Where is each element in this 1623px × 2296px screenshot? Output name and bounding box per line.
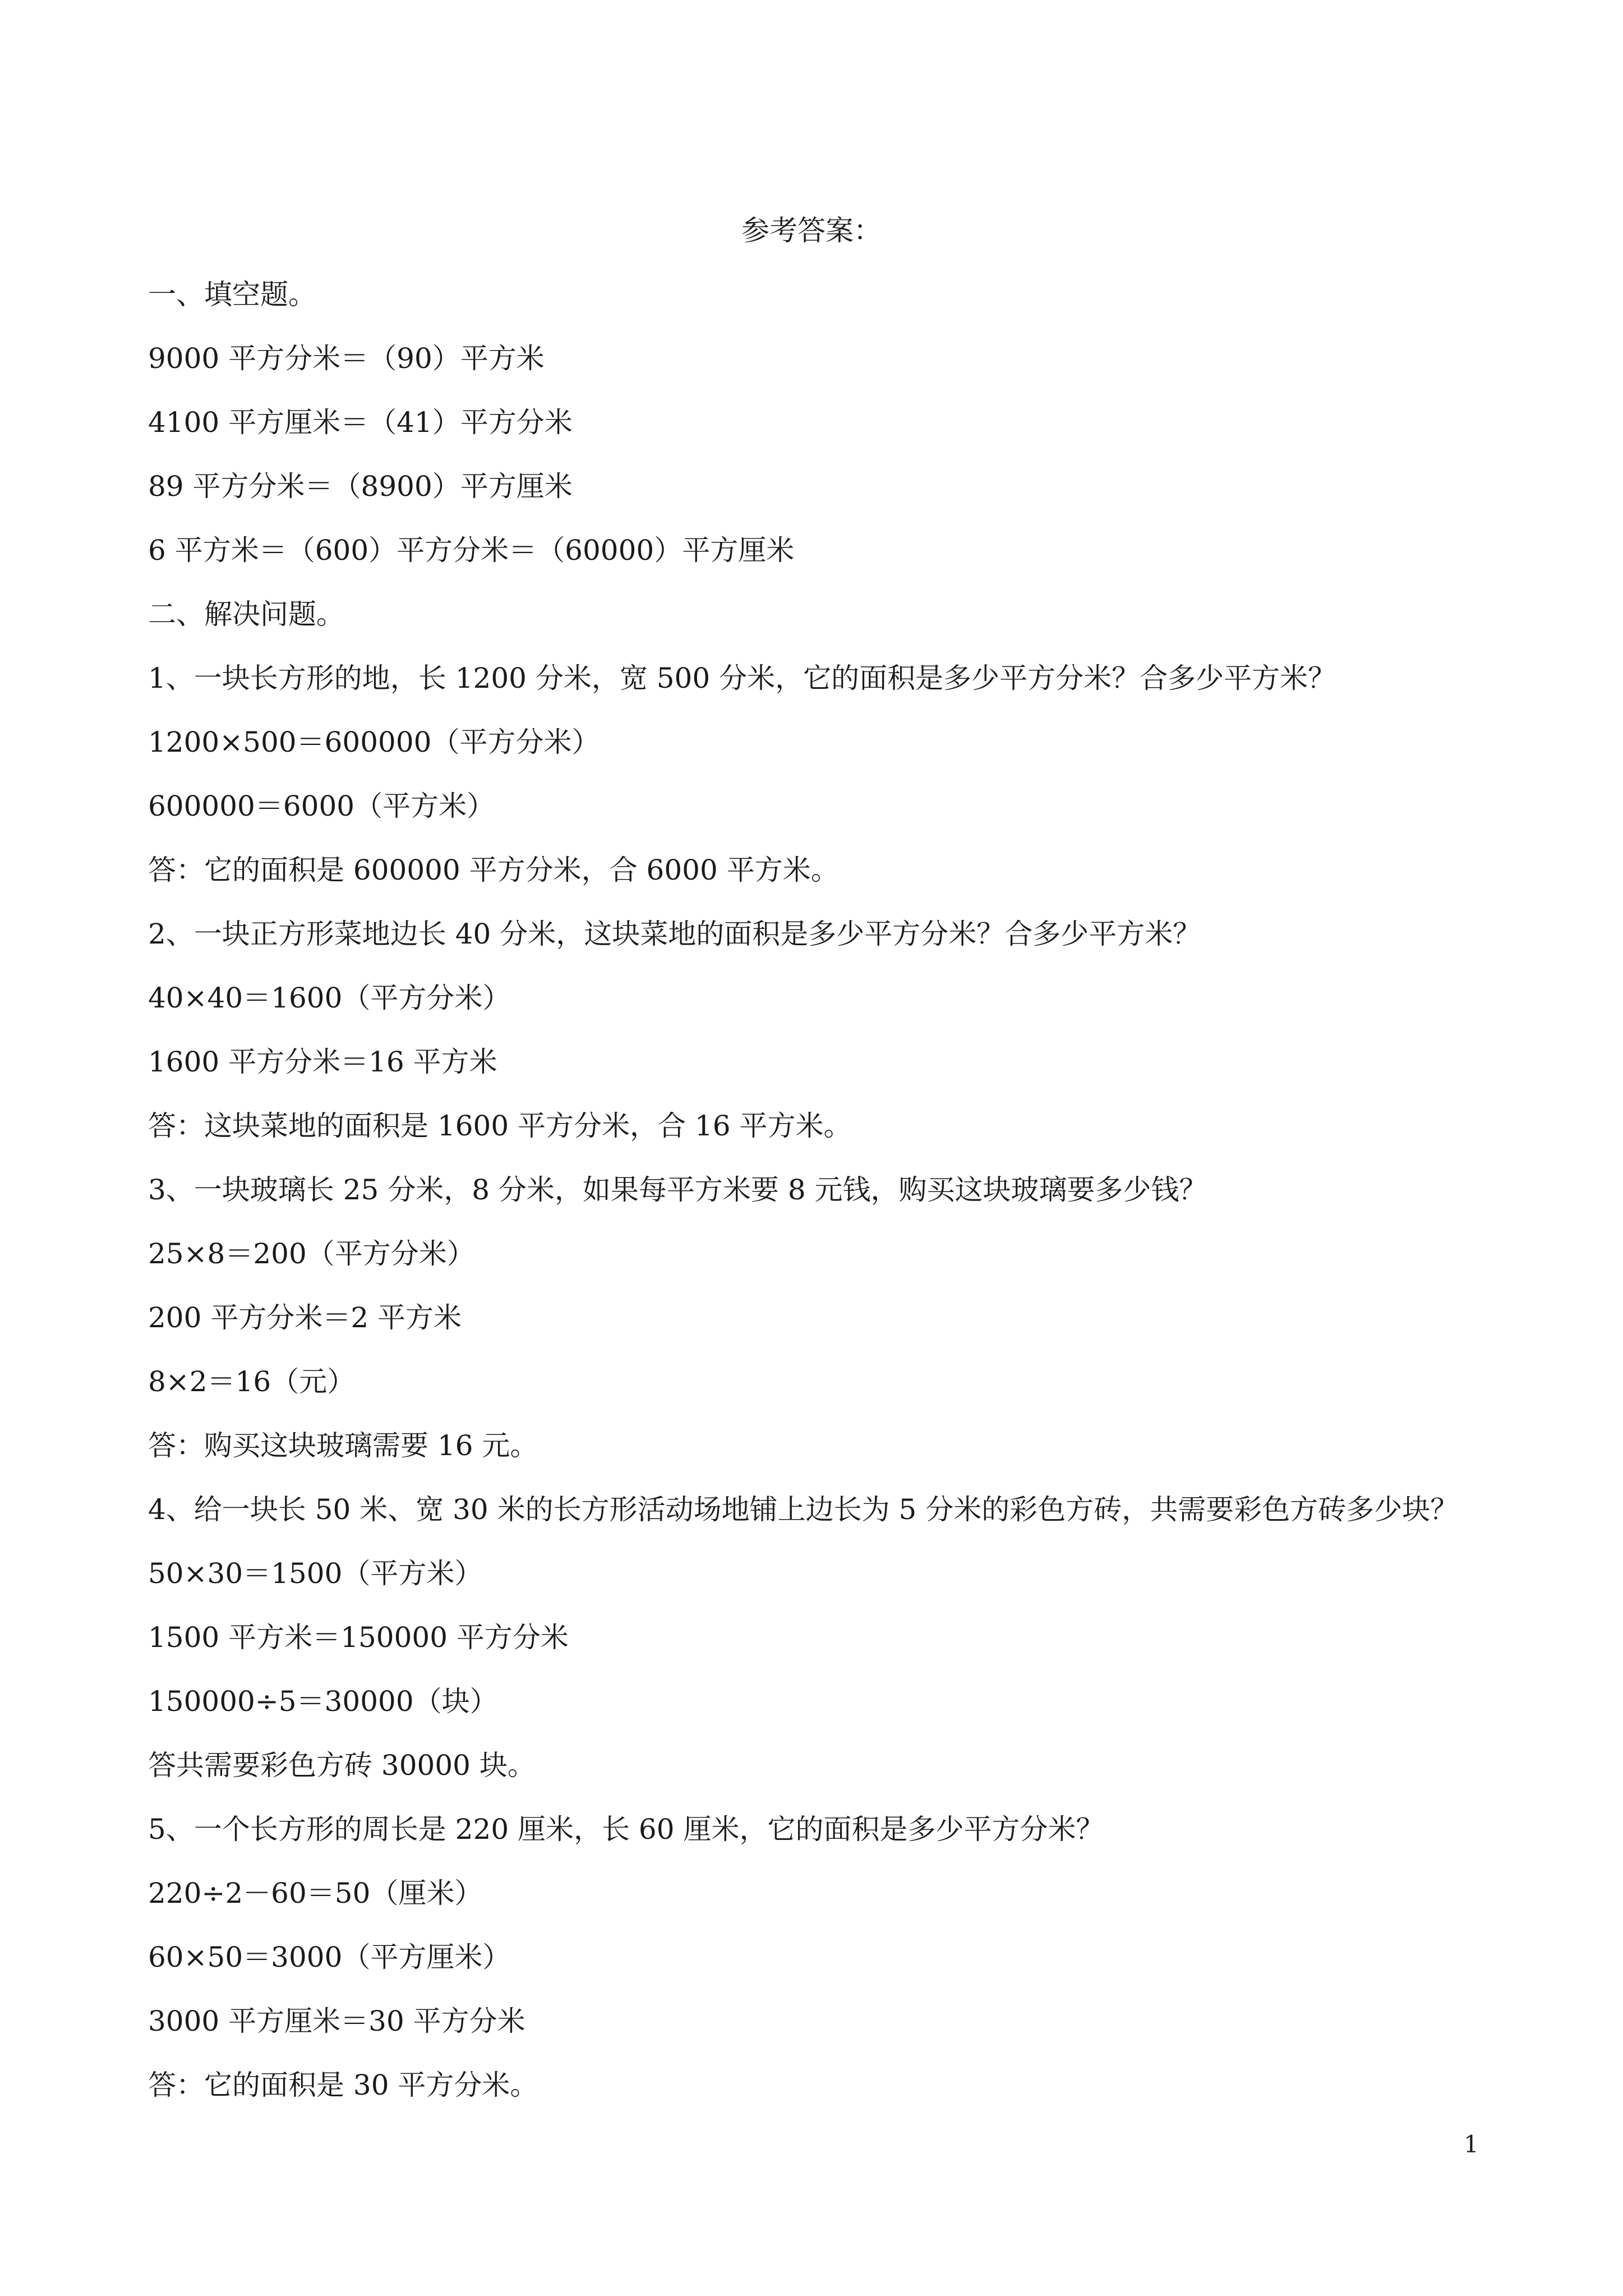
answer-line: 9000 平方分米＝（90）平方米	[148, 342, 545, 375]
calculation-line: 200 平方分米＝2 平方米	[148, 1301, 462, 1334]
calculation-line: 8×2＝16（元）	[148, 1365, 356, 1398]
calculation-line: 1200×500＝600000（平方分米）	[148, 726, 600, 758]
page-number: 1	[1464, 2131, 1479, 2158]
answer-line: 6 平方米＝（600）平方分米＝（60000）平方厘米	[148, 534, 795, 567]
section-heading-problems: 二、解决问题。	[148, 598, 344, 631]
calculation-line: 60×50＝3000（平方厘米）	[148, 1941, 511, 1973]
answer-line: 89 平方分米＝（8900）平方厘米	[148, 470, 573, 503]
calculation-line: 150000÷5＝30000（块）	[148, 1685, 498, 1718]
calculation-line: 25×8＝200（平方分米）	[148, 1237, 475, 1270]
section-heading-fill-in: 一、填空题。	[148, 278, 316, 311]
question-line: 4、给一块长 50 米、宽 30 米的长方形活动场地铺上边长为 5 分米的彩色方砖，共需要彩色方砖多少块？	[148, 1493, 1459, 1526]
calculation-line: 40×40＝1600（平方分米）	[148, 982, 511, 1014]
calculation-line: 50×30＝1500（平方米）	[148, 1557, 483, 1590]
question-line: 3、一块玻璃长 25 分米，8 分米，如果每平方米要 8 元钱，购买这块玻璃要多少钱？	[148, 1174, 1207, 1206]
answer-line: 答：这块菜地的面积是 1600 平方分米，合 16 平方米。	[148, 1110, 852, 1142]
question-line: 2、一块正方形菜地边长 40 分米，这块菜地的面积是多少平方分米？合多少平方米？	[148, 918, 1201, 950]
answer-line: 4100 平方厘米＝（41）平方分米	[148, 406, 573, 439]
calculation-line: 1500 平方米＝150000 平方分米	[148, 1621, 569, 1654]
question-line: 5、一个长方形的周长是 220 厘米，长 60 厘米，它的面积是多少平方分米？	[148, 1813, 1104, 1846]
calculation-line: 220÷2－60＝50（厘米）	[148, 1877, 483, 1910]
calculation-line: 600000＝6000（平方米）	[148, 790, 495, 822]
calculation-line: 1600 平方分米＝16 平方米	[148, 1046, 497, 1078]
calculation-line: 3000 平方厘米＝30 平方分米	[148, 2005, 525, 2037]
page-title: 参考答案：	[741, 214, 882, 247]
answer-line: 答共需要彩色方砖 30000 块。	[148, 1749, 536, 1782]
question-line: 1、一块长方形的地，长 1200 分米，宽 500 分米，它的面积是多少平方分米？合多少平方米？	[148, 662, 1336, 694]
answer-line: 答：购买这块玻璃需要 16 元。	[148, 1429, 538, 1462]
answer-line: 答：它的面积是 600000 平方分米，合 6000 平方米。	[148, 854, 839, 886]
answer-line: 答：它的面积是 30 平方分米。	[148, 2069, 538, 2101]
